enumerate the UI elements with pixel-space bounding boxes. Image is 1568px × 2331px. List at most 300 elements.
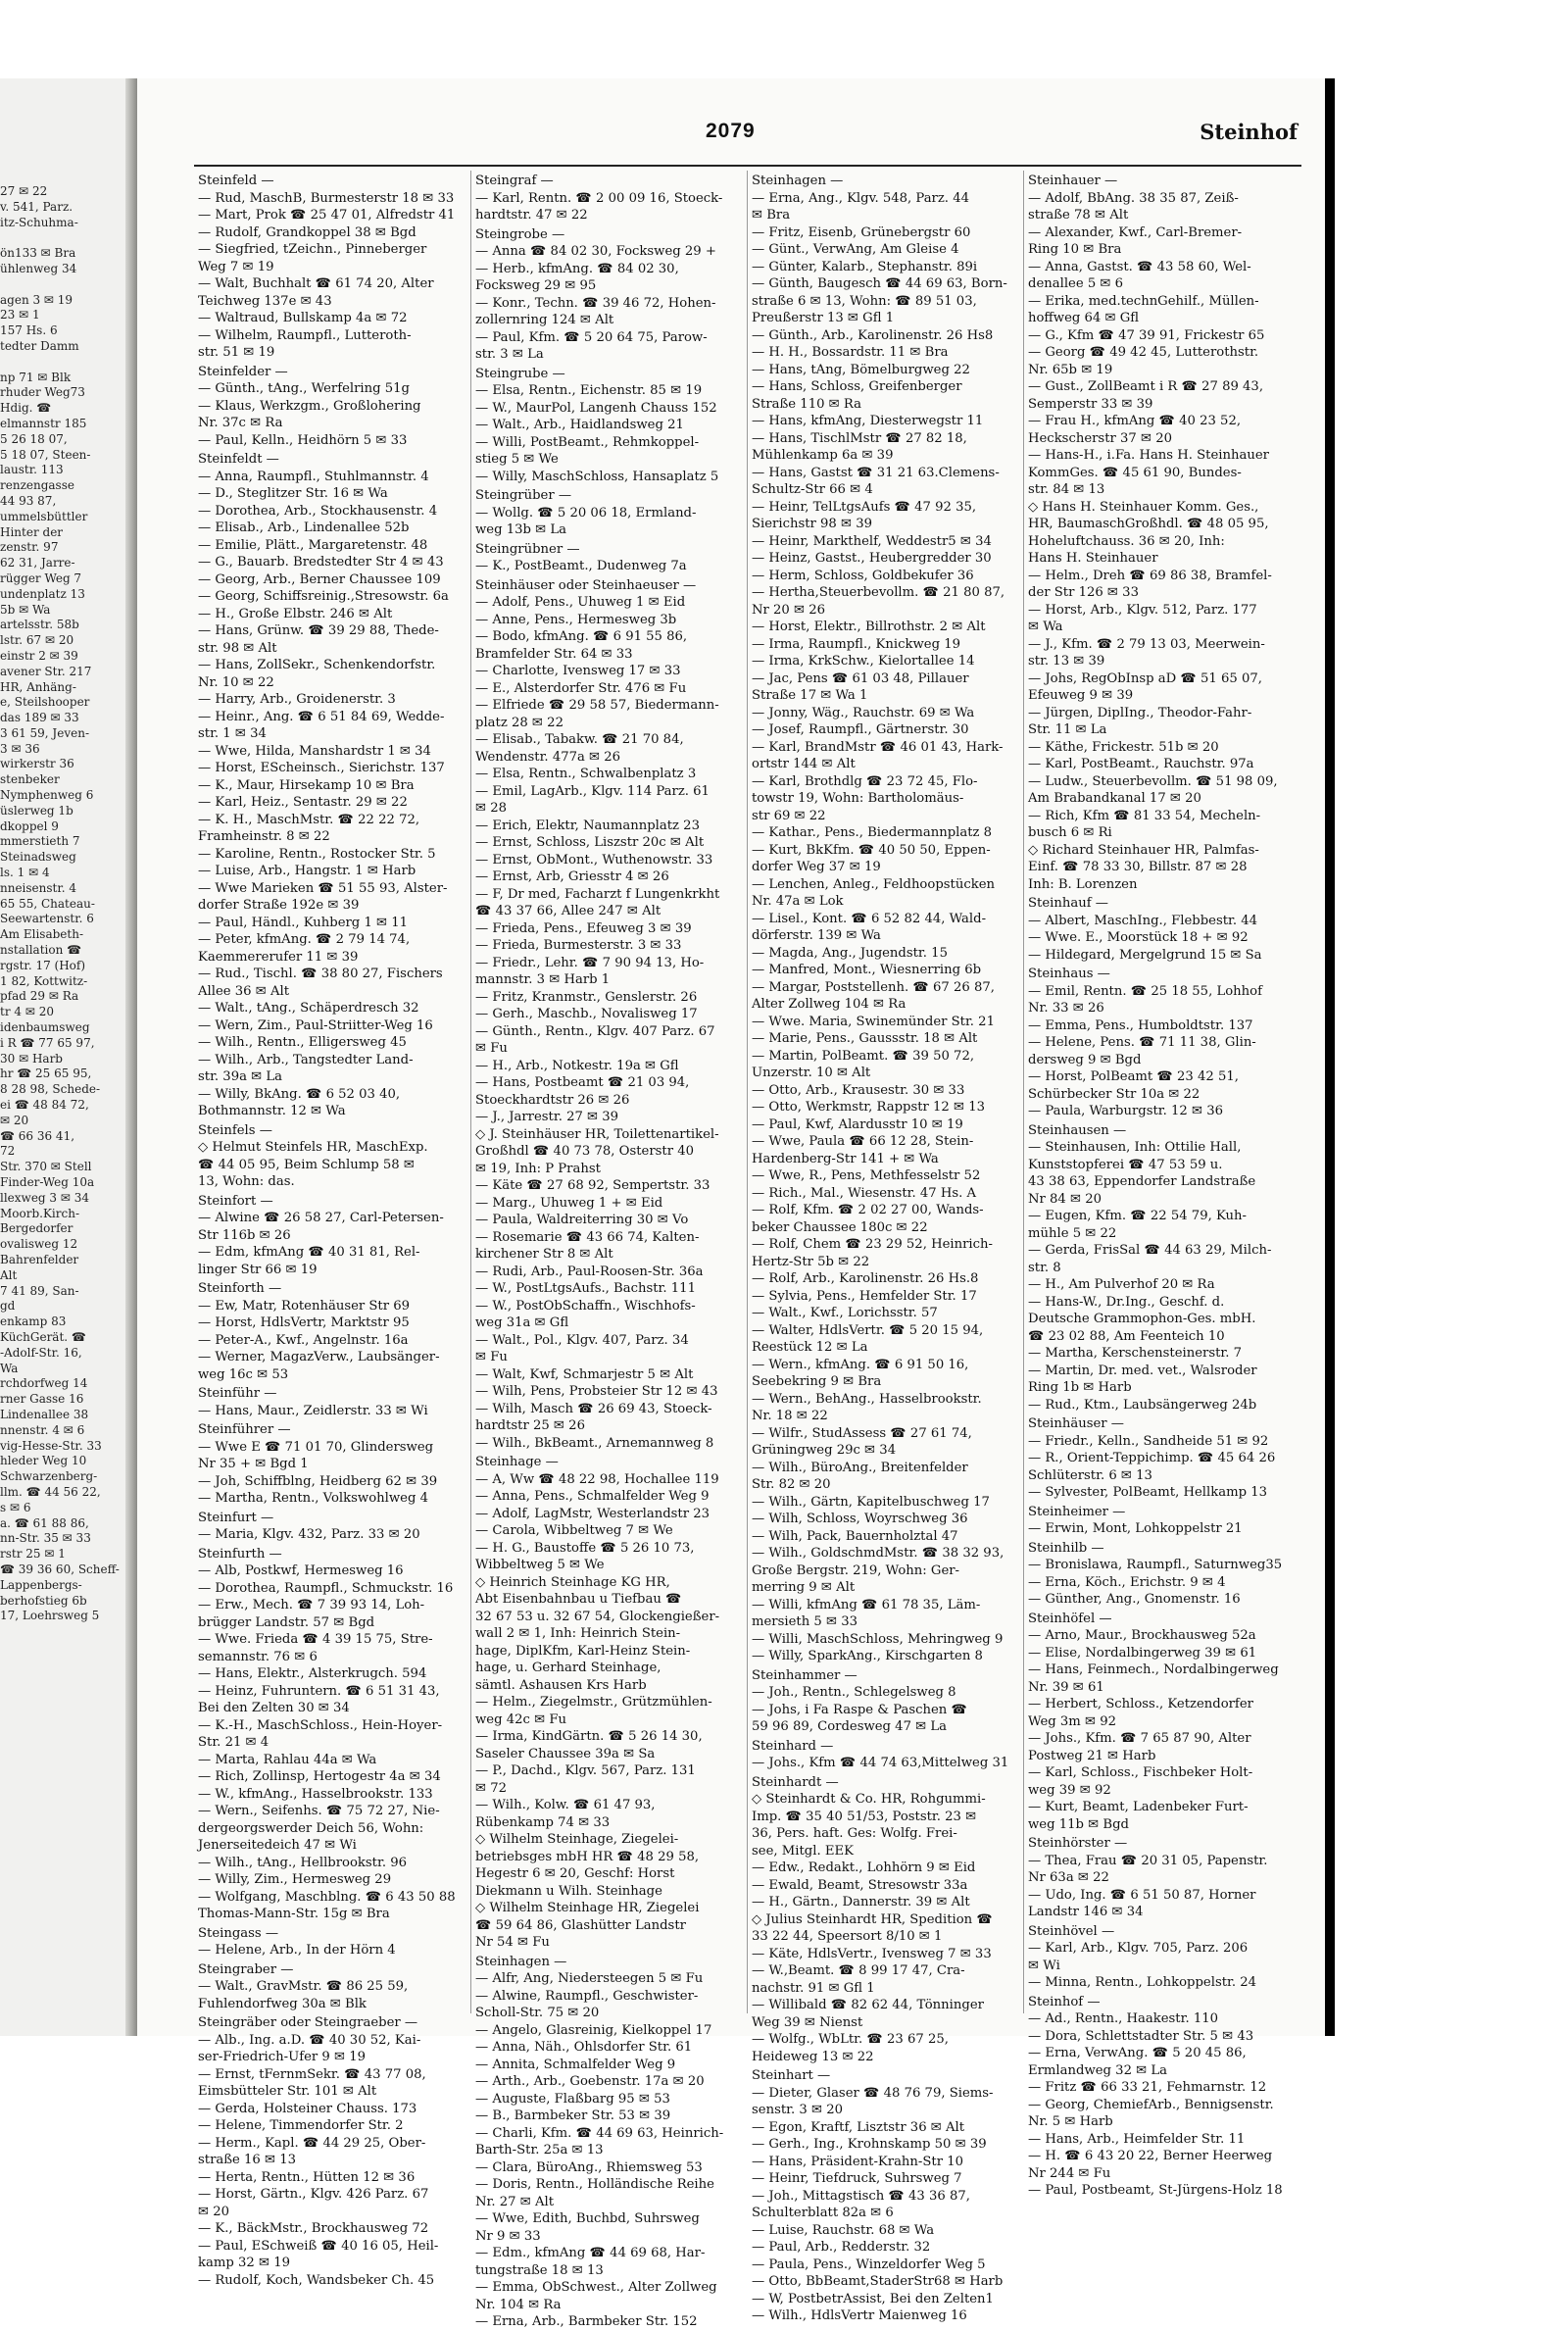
directory-entry: towstr 19, Wohn: Bartholomäus- [752,791,964,806]
directory-entry: — Wwe. Frieda ☎ 4 39 15 75, Stre- [198,1632,433,1647]
directory-entry: KommGes. ☎ 45 61 90, Bundes- [1028,465,1242,480]
directory-entry: — Edw., Redakt., Lohhörn 9 ✉ Eid [752,1860,976,1875]
directory-entry: — Wilh., Rentn., Elligersweg 45 [198,1035,407,1050]
facing-page-line: 62 31, Jarre- [0,556,75,570]
directory-entry: — Georg ☎ 49 42 45, Lutterothstr. [1028,345,1259,360]
directory-entry: — Anna ☎ 84 02 30, Focksweg 29 + [475,244,716,259]
directory-entry: — J., Jarrestr. 27 ✉ 39 [475,1110,619,1124]
directory-entry: 43 38 63, Eppendorfer Landstraße [1028,1174,1256,1189]
facing-page-line: 23 ✉ 1 [0,308,40,322]
directory-entry: — Jac, Pens ☎ 61 03 48, Pillauer [752,670,969,686]
directory-entry: str. 1 ✉ 34 [198,726,267,741]
directory-entry: — H. H., Bossardstr. 11 ✉ Bra [752,345,949,360]
directory-entry: — Dorothea, Arb., Stockhausenstr. 4 [198,503,438,519]
directory-entry: — Elfriede ☎ 29 58 57, Biedermann- [475,698,719,713]
directory-entry: Rübenkamp 74 ✉ 33 [475,1814,611,1830]
directory-entry: — Luise, Rauchstr. 68 ✉ Wa [752,2222,935,2238]
facing-page-line: Wa [0,1361,19,1375]
directory-entry: — Wilh, Schloss, Woyrschweg 36 [752,1512,968,1526]
directory-entry: — Auguste, Flaßbarg 95 ✉ 53 [475,2091,670,2107]
facing-page-line: tedter Damm [0,338,79,353]
directory-entry: 59 96 89, Cordesweg 47 ✉ La [752,1719,948,1734]
facing-page-line: 7 41 89, San- [0,1283,79,1298]
directory-entry: HR, BaumaschGroßhdl. ☎ 48 05 95, [1028,517,1269,531]
directory-entry: — Wilh., BüroAng., Breitenfelder [752,1460,968,1475]
page-header [137,120,1325,159]
facing-page-line: Bahrenfelder [0,1252,79,1266]
directory-entry: — W., kfmAng., Hasselbrookstr. 133 [198,1786,433,1802]
facing-page-line: Hinter der [0,524,64,539]
directory-entry: — Wern., Seifenhs. ☎ 75 72 27, Nie- [198,1804,440,1818]
directory-entry: beker Chaussee 180c ✉ 22 [752,1219,928,1235]
directory-entry: — Rolf, Kfm. ☎ 2 02 27 00, Wands- [752,1203,984,1217]
directory-entry: Schlüterstr. 6 ✉ 13 [1028,1467,1152,1483]
directory-entry: — Günter, Kalarb., Stephanstr. 89i [752,259,978,274]
directory-entry: Weg 3m ✉ 92 [1028,1713,1117,1729]
facing-page-line: 17, Loehrsweg 5 [0,1609,100,1623]
directory-entry: — Paul, Arb., Redderstr. 32 [752,2240,931,2255]
directory-entry: — Rich, Zollinsp, Hertogestr 4a ✉ 34 [198,1769,441,1784]
facing-page-line: 72 [0,1144,16,1159]
directory-entry: — G., Kfm ☎ 47 39 91, Frickestr 65 [1028,327,1265,343]
directory-entry: brügger Landstr. 57 ✉ Bgd [198,1614,375,1630]
directory-entry: — Heinz, Gastst., Heubergredder 30 [752,551,992,566]
directory-entry: — Wilh., Kolw. ☎ 61 47 93, [475,1798,656,1812]
directory-entry: — Walt., GravMstr. ☎ 86 25 59, [198,1979,409,1994]
directory-entry: — Georg, Arb., Berner Chaussee 109 [198,571,441,587]
facing-page-line: das 189 ✉ 33 [0,711,79,725]
facing-page-line: renzengasse [0,478,74,493]
directory-entry: — Walt., tAng., Schäperdresch 32 [198,1001,419,1016]
directory-entry: Heideweg 13 ✉ 22 [752,2049,874,2064]
directory-entry: — Adolf, LagMstr, Westerlandstr 23 [475,1506,710,1521]
facing-page-line: 5 26 18 07, [0,431,68,446]
directory-entry: ◇ J. Steinhäuser HR, Toilettenartikel- [475,1126,719,1142]
directory-entry: — Hans-H., i.Fa. Hans H. Steinhauer [1028,448,1269,463]
directory-entry: Scholl-Str. 75 ✉ 20 [475,2006,600,2020]
surname-heading: Steingrüber — [475,488,572,503]
directory-entry: Straße 110 ✉ Ra [752,396,862,412]
directory-entry: — Annita, Schmalfelder Weg 9 [475,2057,676,2072]
directory-entry: — Wwe. Maria, Swinemünder Str. 21 [752,1014,995,1029]
directory-entry: ☎ 23 02 88, Am Feenteich 10 [1028,1328,1225,1344]
directory-entry: — Paula, Warburgstr. 12 ✉ 36 [1028,1104,1224,1118]
directory-entry: — G., Bauarb. Bredstedter Str 4 ✉ 43 [198,555,444,570]
directory-entry: — Hans-W., Dr.Ing., Geschf. d. [1028,1294,1225,1310]
directory-entry: — Wern, Zim., Paul-Striitter-Weg 16 [198,1017,433,1033]
facing-page-line: rhuder Weg73 [0,385,85,400]
directory-entry: — Wwe, Paula ☎ 66 12 28, Stein- [752,1134,974,1149]
directory-entry: — Karl, BrandMstr ☎ 46 01 43, Hark- [752,739,1004,755]
directory-entry: — Käte, HdlsVertr., Ivensweg 7 ✉ 33 [752,1946,992,1961]
directory-entry: — Rolf, Chem ☎ 23 29 52, Heinrich- [752,1237,993,1252]
directory-entry: Kunststopferei ☎ 47 53 59 u. [1028,1157,1223,1172]
directory-entry: — Irma, Raumpfl., Knickweg 19 [752,636,960,652]
directory-entry: Ring 1b ✉ Harb [1028,1380,1132,1395]
directory-entry: — Thea, Frau ☎ 20 31 05, Papenstr. [1028,1853,1268,1868]
directory-entry: — Anna, Gastst. ☎ 43 58 60, Wel- [1028,259,1251,274]
directory-entry: ✉ 19, Inh: P Prahst [475,1161,601,1176]
directory-entry: hage, u. Gerhard Steinhage, [475,1661,662,1675]
facing-page-line: np 71 ✉ Blk [0,370,72,384]
facing-page-line: Moorb.Kirch- [0,1206,80,1220]
directory-entry: ser-Friedrich-Ufer 9 ✉ 19 [198,2050,367,2064]
directory-entry: — Alfr, Ang, Niedersteegen 5 ✉ Fu [475,1971,704,1986]
page-gutter [125,78,137,2036]
directory-entry: — Steinhausen, Inh: Ottilie Hall, [1028,1140,1242,1155]
directory-entry: — Willi, MaschSchloss, Mehringweg 9 [752,1631,1004,1647]
directory-entry: — Rich., Mal., Wiesenstr. 47 Hs. A [752,1185,977,1201]
directory-entry: — Hertha,Steuerbevollm. ☎ 21 80 87, [752,585,1005,600]
directory-entry: Nr 63a ✉ 22 [1028,1870,1109,1885]
directory-entry: — Günth, Baugesch ☎ 44 69 63, Born- [752,276,1007,291]
facing-page-line: Steinadsweg [0,850,76,865]
directory-entry: Stoeckhardtstr 26 ✉ 26 [475,1092,630,1108]
directory-entry: — Walt., Pol., Klgv. 407, Parz. 34 [475,1332,689,1348]
directory-entry: — Rudolf, Grandkoppel 38 ✉ Bgd [198,224,416,240]
directory-entry: Str 116b ✉ 26 [198,1227,291,1243]
directory-entry: — Gerda, FrisSal ☎ 44 63 29, Milch- [1028,1243,1272,1258]
directory-entry: ✉ 72 [475,1780,508,1796]
directory-entry: — Wilh, Pack, Bauernholztal 47 [752,1528,958,1544]
directory-entry: — Lisel., Kont. ☎ 6 52 82 44, Wald- [752,911,987,926]
directory-entry: Nr. 65b ✉ 19 [1028,362,1113,377]
directory-entry: — Karl, Arb., Klgv. 705, Parz. 206 [1028,1941,1249,1956]
facing-page-line: nneisenstr. 4 [0,880,77,895]
facing-page-line: dkoppel 9 [0,818,59,833]
directory-entry: — Martha, Kerschensteinerstr. 7 [1028,1346,1243,1361]
directory-entry: — Dieter, Glaser ☎ 48 76 79, Siems- [752,2085,994,2101]
directory-entry: — Adolf, Pens., Uhuweg 1 ✉ Eid [475,595,686,610]
directory-entry: — Emil, LagArb., Klgv. 114 Parz. 61 [475,783,710,799]
directory-entry: ◇ Helmut Steinfels HR, MaschExp. [198,1140,428,1155]
facing-page-line: artelsstr. 58b [0,618,79,632]
directory-entry: — Horst, PolBeamt ☎ 23 42 51, [1028,1069,1239,1084]
surname-heading: Steinhausen — [1028,1122,1127,1138]
directory-entry: — Bodo, kfmAng. ☎ 6 91 55 86, [475,629,688,644]
directory-entry: Heckscherstr 37 ✉ 20 [1028,430,1172,446]
directory-entry: — Klaus, Werkzgm., Großlohering [198,398,421,414]
surname-heading: Steinhöfel — [1028,1611,1112,1626]
facing-page-line: Nymphenweg 6 [0,788,94,803]
directory-entry: Wibbeltweg 5 ✉ We [475,1558,605,1572]
directory-entry: — Wilh., Gärtn, Kapitelbuschweg 17 [752,1494,990,1510]
directory-entry: hage, DiplKfm, Karl-Heinz Stein- [475,1643,691,1659]
directory-entry: — Fritz ☎ 66 33 21, Fehmarnstr. 12 [1028,2080,1267,2095]
directory-entry: — Wilfr., StudAssess ☎ 27 61 74, [752,1425,972,1441]
directory-entry: ☎ 43 37 66, Allee 247 ✉ Alt [475,904,662,918]
surname-heading: Steinhard — [752,1738,834,1754]
facing-page-line: zenstr. 97 [0,540,59,555]
directory-entry: see, Mitgl. EEK [752,1843,854,1859]
directory-entry: — Günther, Ang., Gnomenstr. 16 [1028,1592,1241,1607]
directory-entry: — H. G., Baustoffe ☎ 5 26 10 73, [475,1540,695,1556]
directory-entry: Bei den Zelten 30 ✉ 34 [198,1701,350,1715]
directory-entry: ◇ Heinrich Steinhage KG HR, [475,1574,670,1590]
directory-entry: Am Brabandkanal 17 ✉ 20 [1028,791,1201,806]
directory-entry: — Minna, Rentn., Lohkoppelstr. 24 [1028,1975,1257,1990]
directory-entry: — Helene, Pens. ☎ 71 11 38, Glin- [1028,1035,1256,1050]
directory-entry: — H., Große Elbstr. 246 ✉ Alt [198,606,393,621]
directory-entry: — Alwine, Raumpfl., Geschwister- [475,1988,699,2004]
directory-entry: — Karl, Schloss., Fischbeker Holt- [1028,1765,1253,1780]
directory-entry: — Otto, BbBeamt,StaderStr68 ✉ Harb [752,2274,1004,2289]
directory-entry: Semperstr 33 ✉ 39 [1028,396,1153,412]
directory-entry: — Magda, Ang., Jugendstr. 15 [752,945,948,961]
directory-entry: — Erw., Mech. ☎ 7 39 93 14, Loh- [198,1598,425,1612]
directory-entry: hardtstr. 47 ✉ 22 [475,208,588,223]
directory-entry: — Alb., Ing. a.D. ☎ 40 30 52, Kai- [198,2032,421,2048]
directory-entry: — Günth., Rentn., Klgv. 407 Parz. 67 [475,1023,715,1039]
directory-entry: — Rolf, Arb., Karolinenstr. 26 Hs.8 [752,1271,979,1286]
facing-page-text [0,184,125,1624]
surname-heading: Steingrobe — [475,226,565,242]
facing-page-line: Bergedorfer [0,1221,74,1236]
directory-entry: — Maria, Klgv. 432, Parz. 33 ✉ 20 [198,1527,420,1542]
directory-entry: ☎ 59 64 86, Glashütter Landstr [475,1917,686,1933]
directory-entry: — Wilhelm, Raumpfl., Lutteroth- [198,327,412,343]
directory-entry: — Herm., Kapl. ☎ 44 29 25, Ober- [198,2135,426,2151]
directory-entry: Nr. 39 ✉ 61 [1028,1679,1104,1695]
facing-page-line: undenplatz 13 [0,586,85,601]
surname-heading: Steinhart — [752,2068,831,2083]
directory-entry: — Herbert, Schloss., Ketzendorfer [1028,1697,1253,1711]
facing-page-line: KüchGerät. ☎ [0,1329,86,1344]
directory-entry: — Hans, Arb., Heimfelder Str. 11 [1028,2131,1246,2147]
directory-entry: straße 16 ✉ 13 [198,2153,297,2167]
directory-entry: str 69 ✉ 22 [752,808,826,823]
directory-entry: — Wilh., BkBeamt., Arnemannweg 8 [475,1435,714,1451]
directory-entry: str. 98 ✉ Alt [198,640,277,656]
directory-entry: — Paul, Kwf, Alardusstr 10 ✉ 19 [752,1116,963,1132]
facing-page-line: ✉ 20 [0,1113,29,1127]
facing-page-line: Lappenbergs- [0,1577,82,1592]
directory-entry: Seebekring 9 ✉ Bra [752,1374,882,1389]
directory-entry: — Walt, Kwf, Schmarjestr 5 ✉ Alt [475,1366,694,1382]
directory-entry: ◇ Wilhelm Steinhage HR, Ziegelei [475,1901,700,1915]
directory-entry: — Adolf, BbAng. 38 35 87, Zeiß- [1028,190,1239,206]
directory-entry: Fuhlendorfweg 30a ✉ Blk [198,1996,367,2011]
directory-entry: 36, Pers. haft. Ges: Wolfg. Frei- [752,1826,957,1841]
directory-entry: — Gust., ZollBeamt i R ☎ 27 89 43, [1028,379,1264,394]
directory-entry: — Sylvia, Pens., Hemfelder Str. 17 [752,1288,977,1304]
directory-entry: — Käte ☎ 27 68 92, Sempertstr. 33 [475,1178,710,1193]
directory-entry: weg 11b ✉ Bgd [1028,1816,1129,1832]
facing-page-line: llm. ☎ 44 56 22, [0,1484,101,1499]
directory-entry: — W., MaurPol, Langenh Chauss 152 [475,400,717,416]
facing-page-line: avener Str. 217 [0,664,92,678]
directory-entry: straße 6 ✉ 13, Wohn: ☎ 89 51 03, [752,293,977,309]
directory-entry: — Heinr, Markthelf, Weddestr5 ✉ 34 [752,533,992,549]
surname-heading: Steinhäuser — [1028,1416,1124,1431]
facing-page-line: 30 ✉ Harb [0,1051,63,1066]
directory-entry: weg 39 ✉ 92 [1028,1782,1111,1798]
directory-entry: — Paul, Kfm. ☎ 5 20 64 75, Parow- [475,329,708,345]
directory-entry: — Hans, Feinmech., Nordalbingerweg [1028,1662,1279,1677]
directory-entry: ✉ 20 [198,2204,230,2219]
directory-entry: — Irma, KrkSchw., Kielortallee 14 [752,654,975,669]
directory-entry: — Paul, Händl., Kuhberg 1 ✉ 11 [198,915,409,930]
directory-entry: — Peter-A., Kwf., Angelnstr. 16a [198,1332,409,1348]
directory-entry: Weg 7 ✉ 19 [198,259,274,274]
directory-entry: ◇ Hans H. Steinhauer Komm. Ges., [1028,499,1259,515]
directory-entry: — Helene, Timmendorfer Str. 2 [198,2118,404,2133]
facing-page-line: v. 541, Parz. [0,199,74,214]
directory-entry: Große Bergstr. 219, Wohn: Ger- [752,1562,960,1578]
surname-heading: Steinfels — [198,1122,272,1138]
facing-page-line: ls. 1 ✉ 4 [0,866,50,880]
directory-entry: Straße 17 ✉ Wa 1 [752,688,868,703]
directory-entry: tungstraße 18 ✉ 13 [475,2262,604,2278]
directory-entry: ✉ 28 [475,801,508,816]
directory-entry: — Hans, Elektr., Alsterkrugch. 594 [198,1666,427,1681]
directory-entry: — Elisab., Tabakw. ☎ 21 70 84, [475,732,684,747]
directory-entry: — Hans, Gastst ☎ 31 21 63.Clemens- [752,465,1000,480]
directory-entry: 13, Wohn: das. [198,1174,295,1189]
directory-entry: Weg 39 ✉ Nienst [752,2014,863,2030]
directory-entry: — Clara, BüroAng., Rhiemsweg 53 [475,2159,703,2175]
directory-entry: — Horst, Arb., Klgv. 512, Parz. 177 [1028,602,1257,618]
directory-entry: — Wwe, R., Pens, Methfesselstr 52 [752,1168,981,1183]
facing-page-line: Schwarzenberg- [0,1469,98,1484]
directory-entry: — Wolfgang, Maschblng. ☎ 6 43 50 88 [198,1889,456,1905]
directory-entry: — Kathar., Pens., Biedermannplatz 8 [752,825,993,840]
directory-entry: — K., BäckMstr., Brockhausweg 72 [198,2221,429,2236]
directory-entry: der Str 126 ✉ 33 [1028,585,1139,600]
directory-entry: 32 67 53 u. 32 67 54, Glockengießer- [475,1609,720,1624]
facing-page-line: 157 Hs. 6 [0,323,58,338]
facing-page-line: ühlenweg 34 [0,261,77,275]
directory-entry: — Anne, Pens., Hermesweg 3b [475,612,677,627]
directory-entry: — Egon, Kraftf, Lisztstr 36 ✉ Alt [752,2119,965,2135]
directory-entry: — Ew, Matr, Rotenhäuser Str 69 [198,1298,411,1314]
facing-page-line [0,355,125,371]
facing-page-line: ☎ 66 36 41, [0,1128,75,1143]
directory-entry: — Marg., Uhuweg 1 + ✉ Eid [475,1195,663,1211]
directory-entry: — Fritz, Eisenb, Grünebergstr 60 [752,224,971,240]
directory-entry: — Hans, Präsident-Krahn-Str 10 [752,2154,963,2169]
surname-heading: Steingräber oder Steingraeber — [198,2015,418,2030]
directory-entry: — K. H., MaschMstr. ☎ 22 22 72, [198,812,420,827]
directory-entry: — Rudi, Arb., Paul-Roosen-Str. 36a [475,1264,704,1279]
surname-heading: Steinhage — [475,1455,559,1469]
directory-entry: — Erna, Arb., Barmbeker Str. 152 [475,2314,698,2329]
directory-entry: — Wwe, Edith, Buchbd, Suhrsweg [475,2211,700,2226]
directory-entry: — Walt., Kwf., Lorichsstr. 57 [752,1306,938,1320]
directory-entry: — Ernst, Arb, Griesstr 4 ✉ 26 [475,869,669,884]
facing-page-line: Hdig. ☎ [0,401,52,416]
surname-heading: Steingraber — [198,1961,294,1977]
directory-entry: Kaemmererufer 11 ✉ 39 [198,949,359,965]
directory-entry: dersweg 9 ✉ Bgd [1028,1052,1142,1067]
directory-entry: — Erna, Ang., Klgv. 548, Parz. 44 [752,190,969,206]
surname-heading: Steinhaus — [1028,967,1110,981]
surname-heading: Steinfurth — [198,1546,282,1562]
directory-entry: — Willy, MaschSchloss, Hansaplatz 5 [475,469,719,484]
header-rule [194,165,1301,167]
directory-entry: Focksweg 29 ✉ 95 [475,278,597,293]
column-1 [194,171,470,2288]
directory-entry: — Anna, Näh., Ohlsdorfer Str. 61 [475,2040,693,2055]
directory-entry: — Dora, Schlettstadter Str. 5 ✉ 43 [1028,2028,1254,2044]
directory-entry: — Wilh., Arb., Tangstedter Land- [198,1052,414,1067]
directory-entry: — Frieda, Pens., Efeuweg 3 ✉ 39 [475,920,692,936]
facing-page-line: i R ☎ 77 65 97, [0,1035,95,1050]
directory-entry: wall 2 ✉ 1, Inh: Heinrich Stein- [475,1626,681,1641]
directory-entry: — Udo, Ing. ☎ 6 51 50 87, Horner [1028,1887,1256,1903]
facing-page-line: rgstr. 17 (Hof) [0,958,86,972]
directory-entry: linger Str 66 ✉ 19 [198,1262,318,1277]
directory-entry: ortstr 144 ✉ Alt [752,757,856,771]
directory-entry: — Bronislawa, Raumpfl., Saturnweg35 [1028,1558,1283,1572]
directory-entry: — Rosemarie ☎ 43 66 74, Kalten- [475,1229,700,1245]
directory-entry: str. 39a ✉ La [198,1069,283,1084]
directory-entry: Hegestr 6 ✉ 20, Geschf: Horst [475,1866,675,1881]
directory-entry: Preußerstr 13 ✉ Gfl 1 [752,311,895,325]
directory-entry: — E., Alsterdorfer Str. 476 ✉ Fu [475,680,687,696]
facing-page-line: rügger Weg 7 [0,570,82,585]
directory-entry: — R., Orient-Teppichimp. ☎ 45 64 26 [1028,1451,1276,1465]
directory-entry: — Helm., Dreh ☎ 69 86 38, Bramfel- [1028,568,1272,583]
directory-entry: — Edm., kfmAng ☎ 44 69 68, Har- [475,2246,706,2260]
directory-entry: Hoheluftchauss. 36 ✉ 20, Inh: [1028,533,1225,549]
directory-entry: mühle 5 ✉ 22 [1028,1225,1117,1241]
directory-entry: Nr. 104 ✉ Ra [475,2297,562,2312]
directory-entry: — Irma, KindGärtn. ☎ 5 26 14 30, [475,1729,703,1744]
directory-entry: Nr. 10 ✉ 22 [198,674,274,690]
directory-entry: — Hans, Maur., Zeidlerstr. 33 ✉ Wi [198,1403,428,1418]
directory-entry: Schulterblatt 82a ✉ 6 [752,2206,894,2220]
directory-entry: — Elsa, Rentn., Eichenstr. 85 ✉ 19 [475,383,703,398]
facing-page-line: 5 18 07, Steen- [0,447,91,462]
directory-entry: — Heinr., Ang. ☎ 6 51 84 69, Wedde- [198,709,445,724]
directory-entry: Nr. 27 ✉ Alt [475,2194,555,2209]
directory-entry: Allee 36 ✉ Alt [198,983,290,999]
directory-entry: — Karl, Heiz., Sentastr. 29 ✉ 22 [198,795,408,810]
directory-entry: — Horst, HdlsVertr, Marktstr 95 [198,1315,410,1330]
facing-page-line: hr ☎ 25 65 95, [0,1066,92,1081]
directory-entry: Mühlenkamp 6a ✉ 39 [752,448,894,463]
directory-entry: str. 51 ✉ 19 [198,345,275,360]
directory-page [137,78,1325,2329]
directory-entry: Hardenberg-Str 141 + ✉ Wa [752,1151,939,1166]
facing-page-line: 1 82, Kottwitz- [0,973,88,988]
surname-heading: Steingraf — [475,174,554,188]
surname-heading: Steinfeld — [198,174,274,188]
directory-entry: — Waltraud, Bullskamp 4a ✉ 72 [198,311,408,325]
directory-entry: Nr. 47a ✉ Lok [752,894,844,909]
directory-entry: — Erika, med.technGehilf., Müllen- [1028,293,1259,309]
facing-page-line: Am Elisabeth- [0,927,83,942]
directory-entry: — Elise, Nordalbingerweg 39 ✉ 61 [1028,1645,1257,1661]
directory-entry: — Herb., kfmAng. ☎ 84 02 30, [475,261,679,276]
directory-entry: — Hans, tAng, Bömelburgweg 22 [752,362,970,377]
directory-entry: — Karl, Rentn. ☎ 2 00 09 16, Stoeck- [475,190,723,206]
directory-entry: — Alb, Postkwf, Hermesweg 16 [198,1563,404,1578]
directory-entry: platz 28 ✉ 22 [475,715,564,730]
directory-entry: — W., PostLtgsAufs., Bachstr. 111 [475,1281,696,1296]
directory-entry: — Hans, Grünw. ☎ 39 29 88, Thede- [198,623,439,638]
directory-entry: betriebsges mbH HR ☎ 48 29 58, [475,1849,700,1864]
directory-entry: — Marie, Pens., Gaussstr. 18 ✉ Alt [752,1031,978,1046]
surname-heading: Steinführ — [198,1386,277,1401]
directory-entry: Nr 35 + ✉ Bgd 1 [198,1457,309,1471]
facing-page-line: Alt [0,1267,18,1282]
directory-entry: — Arth., Arb., Goebenstr. 17a ✉ 20 [475,2074,705,2089]
directory-entry: straße 78 ✉ Alt [1028,208,1129,223]
directory-entry: — Fritz, Kranmstr., Genslerstr. 26 [475,989,698,1005]
directory-entry: Nr 54 ✉ Fu [475,1935,550,1950]
